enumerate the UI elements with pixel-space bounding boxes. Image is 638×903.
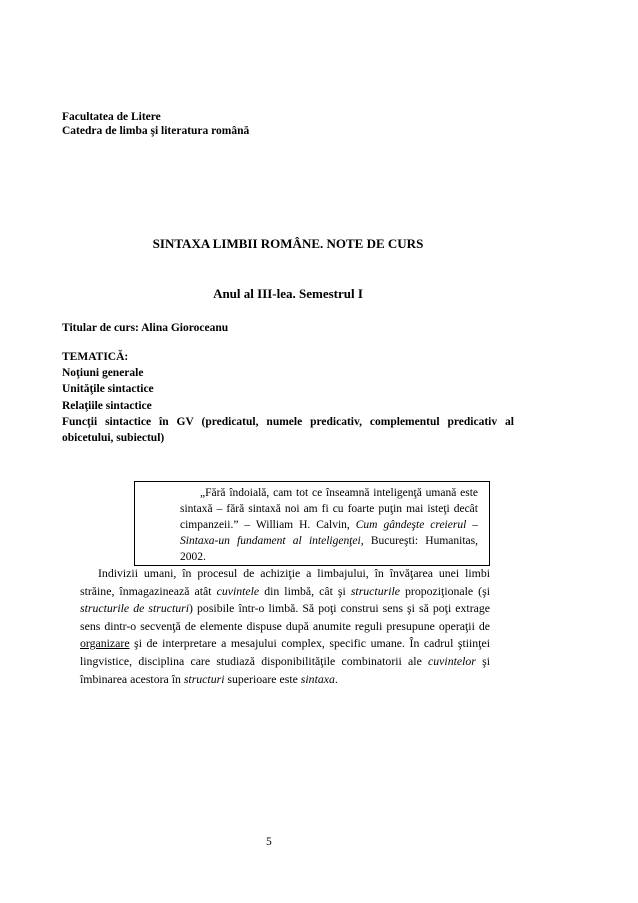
paragraph-line — [80, 635, 490, 653]
paragraph-line — [80, 671, 490, 689]
paragraph-segment: . — [334, 671, 338, 686]
paragraph-segment: ) posibile într-o limbă. Să poţi construi sens şi să poţi extrage — [189, 601, 490, 616]
emphasis-term: cuvintelor — [428, 653, 476, 668]
paragraph-line — [80, 653, 490, 671]
emphasis-term: structurile — [350, 583, 400, 598]
topic-item-line: obicetului, subiectul) — [62, 432, 165, 445]
emphasis-term: structuri — [183, 671, 225, 686]
paragraph-line — [80, 565, 490, 583]
body-paragraph — [80, 565, 490, 688]
underlined-term: organizare — [80, 636, 130, 651]
course-year-semester: Anul al III-lea. Semestrul I — [213, 286, 363, 301]
paragraph-segment: şi de interpretare a mesajului complex, specific umane. În cadrul ştiinţei — [129, 636, 490, 651]
department-name: Catedra de limba şi literatura română — [62, 125, 250, 137]
page-number: 5 — [266, 836, 272, 848]
topic-item-line: Funcţii sintactice în GV (predicatul, numele predicativ, complementul predicativ al — [62, 415, 514, 428]
topic-item: Unităţile sintactice — [62, 383, 154, 396]
quote-line — [180, 549, 478, 565]
paragraph-segment: propoziţionale (şi — [399, 583, 490, 598]
emphasis-term: sintaxa — [300, 671, 335, 686]
topic-item: Noţiuni generale — [62, 367, 144, 380]
paragraph-segment: lingvistice, disciplina care studiază disponibilităţile combinatorii ale — [80, 653, 429, 668]
quote-book-title: Sintaxa-un fundament al inteligenţei, — [180, 535, 364, 547]
course-instructor: Titular de curs: Alina Gioroceanu — [62, 322, 229, 334]
quote-line — [180, 485, 478, 501]
paragraph-line — [80, 600, 490, 618]
quote-line — [180, 533, 478, 549]
paragraph-segment: din limbă, cât şi — [259, 583, 351, 598]
paragraph-segment: îmbinarea acestora în — [80, 671, 184, 686]
quote-author: cimpanzeii.” – William H. Calvin, — [180, 519, 356, 531]
paragraph-segment: Indivizii umani, în procesul de achiziţie a limbajului, în învăţarea unei limbi — [98, 566, 490, 580]
quote-year: 2002. — [180, 551, 206, 563]
paragraph-segment: sens dintr-o secvenţă de elemente dispuse după anumite reguli presupune operaţii de — [80, 618, 490, 633]
paragraph-line — [80, 583, 490, 601]
quote-segment: „Fără îndoială, cam tot ce înseamnă inteligenţă umană este — [200, 487, 478, 499]
emphasis-term: cuvintele — [216, 583, 260, 598]
paragraph-line — [80, 618, 490, 636]
topic-item: Relaţiile sintactice — [62, 399, 152, 412]
paragraph-segment: superioare este — [224, 671, 301, 686]
topics-section — [62, 349, 514, 446]
quote-line — [180, 501, 478, 517]
paragraph-segment: străine, înmagazinează atât — [80, 583, 217, 598]
topics-heading: TEMATICĂ: — [62, 351, 129, 363]
quote-box — [134, 481, 490, 566]
faculty-name: Facultatea de Litere — [62, 111, 161, 123]
emphasis-term: structurile de structuri — [80, 601, 190, 616]
paragraph-segment: şi — [475, 653, 490, 668]
course-title: SINTAXA LIMBII ROMÂNE. NOTE DE CURS — [152, 236, 424, 251]
quote-publisher: Bucureşti: Humanitas, — [363, 535, 478, 547]
quote-segment: sintaxă – fără sintaxă noi am fi cu foarte puţin mai isteţi decât — [180, 503, 478, 515]
quote-text — [180, 485, 478, 565]
quote-book-title: Cum gândeşte creierul – — [355, 519, 478, 531]
quote-line — [180, 517, 478, 533]
